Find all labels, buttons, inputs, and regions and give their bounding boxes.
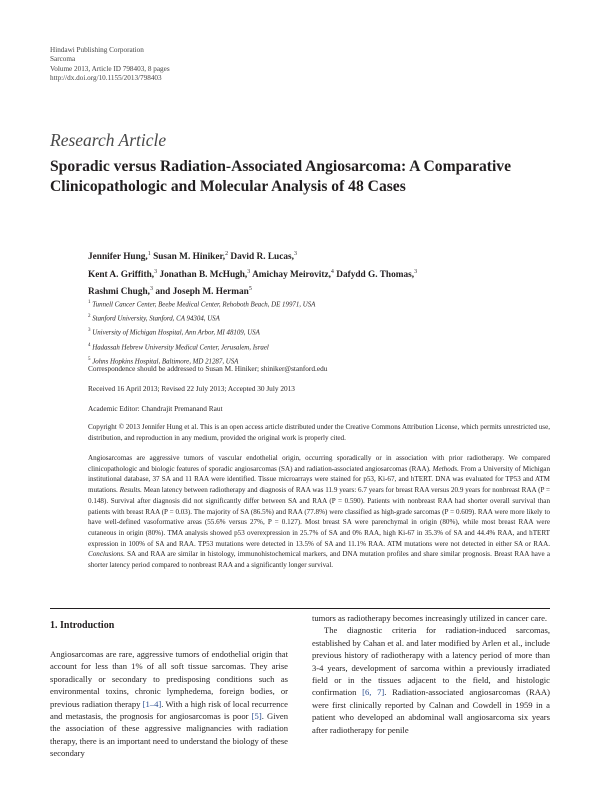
citation-link[interactable]: [6, 7] bbox=[362, 687, 385, 698]
author: and Joseph M. Herman$^5$ bbox=[155, 286, 252, 298]
section-divider bbox=[50, 608, 550, 609]
paragraph: tumors as radiotherapy becomes increasingly utilized in cancer care. bbox=[312, 613, 548, 623]
affiliation: $^3$ University of Michigan Hospital, Ann Arbor, MI 48109, USA bbox=[88, 328, 260, 337]
article-type: Research Article bbox=[50, 130, 167, 150]
paragraph: The diagnostic criteria for radiation-induced sarcomas, established by Cahan et al. and later modified by Arlen et al., include previous history of radiotherapy with a latency period of more than 3-4 years, development of sarcoma within a previously irradiated field or in the tissues adjacent to the field, and histologic confirmation [6, 7]. Radiation-associated angiosarcomas (RAA) were first clinically reported by Calnan and Cowdell in 1959 in a patient who developed an abdominal wall angiosarcoma six years after radiotherapy for penile bbox=[312, 625, 550, 735]
author: David R. Lucas,$^3$ bbox=[230, 251, 297, 263]
affiliation: $^1$ Tunnell Cancer Center, Beebe Medical Center, Rehoboth Beach, DE 19971, USA bbox=[88, 300, 316, 309]
volume-info: Volume 2013, Article ID 798403, 8 pages bbox=[50, 64, 170, 73]
academic-editor: Academic Editor: Chandrajit Premanand Raut bbox=[88, 404, 223, 413]
author: Jennifer Hung,$^1$ bbox=[88, 251, 151, 263]
copyright-notice: Copyright © 2013 Jennifer Hung et al. This is an open access article distributed under the Creative Commons Attribution License, which permits unrestricted use, distribution, and reproduction in any medium, provided the original work is properly cited. bbox=[88, 423, 550, 442]
affiliation: $^2$ Stanford University, Stanford, CA 94304, USA bbox=[88, 314, 220, 323]
author: Jonathan B. McHugh,$^3$ bbox=[159, 268, 251, 280]
publisher-name: Hindawi Publishing Corporation bbox=[50, 46, 144, 54]
affiliation: $^5$ Johns Hopkins Hospital, Baltimore, MD 21287, USA bbox=[88, 356, 239, 366]
paragraph: Angiosarcomas are rare, aggressive tumors of endothelial origin that account for less than 1% of all soft tissue sarcomas. They arise sporadically or secondary to predisposing conditions such as environmental toxins, chronic lymphedema, foreign bodies, or previous radiation therapy [1–4]. With a high risk of local recurrence and metastasis, the prognosis for angiosarcomas is poor [5]. Given the association of these aggressive malignancies with radiation therapy, there is an important need to understand the biology of these secondary bbox=[50, 649, 288, 759]
correspondence: Correspondence should be addressed to Susan M. Hiniker; shiniker@stanford.edu bbox=[88, 364, 328, 373]
author: Amichay Meirovitz,$^4$ bbox=[252, 268, 334, 280]
author: Rashmi Chugh,$^3$ bbox=[88, 286, 154, 298]
abstract: Angiosarcomas are aggressive tumors of vascular endothelial origin, occurring sporadically or in association with prior radiotherapy. We compared clinicopathologic and biologic features of sporadic angiosarcomas (SA) and radiation-associated angiosarcomas (RAA). Methods. From a University of Michigan institutional database, 37 SA and 11 RAA were identified. Tissue microarrays were stained for p53, Ki-67, and hTERT. DNA was evaluated for TP53 and ATM mutations. Results. Mean latency between radiotherapy and diagnosis of RAA was 11.9 years: 6.7 years for breast RAA versus 20.9 years for nonbreast RAA (P = 0.148). Survival after diagnosis did not significantly differ between SA and RAA (P = 0.590). Patients with nonbreast RAA had shorter overall survival than patients with breast RAA (P = 0.03). The majority of SA (86.5%) and RAA (77.8%) were classified as high-grade sarcomas (P = 0.609). RAA were more likely to have well-defined vasoformative areas (55.6% versus 27%, P = 0.127). Most breast SA were parenchymal in origin (80%), while most breast RAA were cutaneous in origin (80%). TMA analysis showed p53 overexpression in 25.7% of SA and 0% RAA, high Ki-67 in 35.3% of SA and 44.4% RAA, and hTERT expression in 100% of SA and RAA. TP53 mutations were detected in 13.5% of SA and 11.1% RAA. ATM mutations were not detected in either SA or RAA. Conclusions. SA and RAA are similar in histology, immunohistochemical markers, and DNA mutation profiles and share similar prognosis. Breast RAA have a shorter latency period compared to nonbreast RAA and a significantly longer survival. bbox=[88, 454, 550, 570]
citation-link[interactable]: [1–4] bbox=[142, 698, 162, 709]
publisher-block bbox=[50, 46, 170, 84]
author-list bbox=[88, 247, 528, 300]
citation-link[interactable]: [5] bbox=[251, 711, 262, 722]
author: Susan M. Hiniker,$^2$ bbox=[153, 251, 229, 263]
article-title: Sporadic versus Radiation-Associated Angiosarcoma: A Comparative Clinicopathologic and Molecular Analysis of 48 Cases bbox=[50, 158, 512, 195]
journal-name: Sarcoma bbox=[50, 55, 76, 64]
section-heading: 1. Introduction bbox=[50, 620, 115, 631]
author: Dafydd G. Thomas,$^3$ bbox=[336, 268, 418, 280]
body-column-left bbox=[50, 648, 288, 760]
affiliation: $^4$ Hadassah Hebrew University Medical Center, Jerusalem, Israel bbox=[88, 342, 269, 351]
affiliation-list bbox=[88, 297, 315, 368]
doi-link[interactable]: http://dx.doi.org/10.1155/2013/798403 bbox=[50, 74, 162, 83]
body-column-right bbox=[312, 612, 550, 736]
article-dates: Received 16 April 2013; Revised 22 July 2013; Accepted 30 July 2013 bbox=[88, 384, 295, 393]
author: Kent A. Griffith,$^3$ bbox=[88, 268, 158, 280]
